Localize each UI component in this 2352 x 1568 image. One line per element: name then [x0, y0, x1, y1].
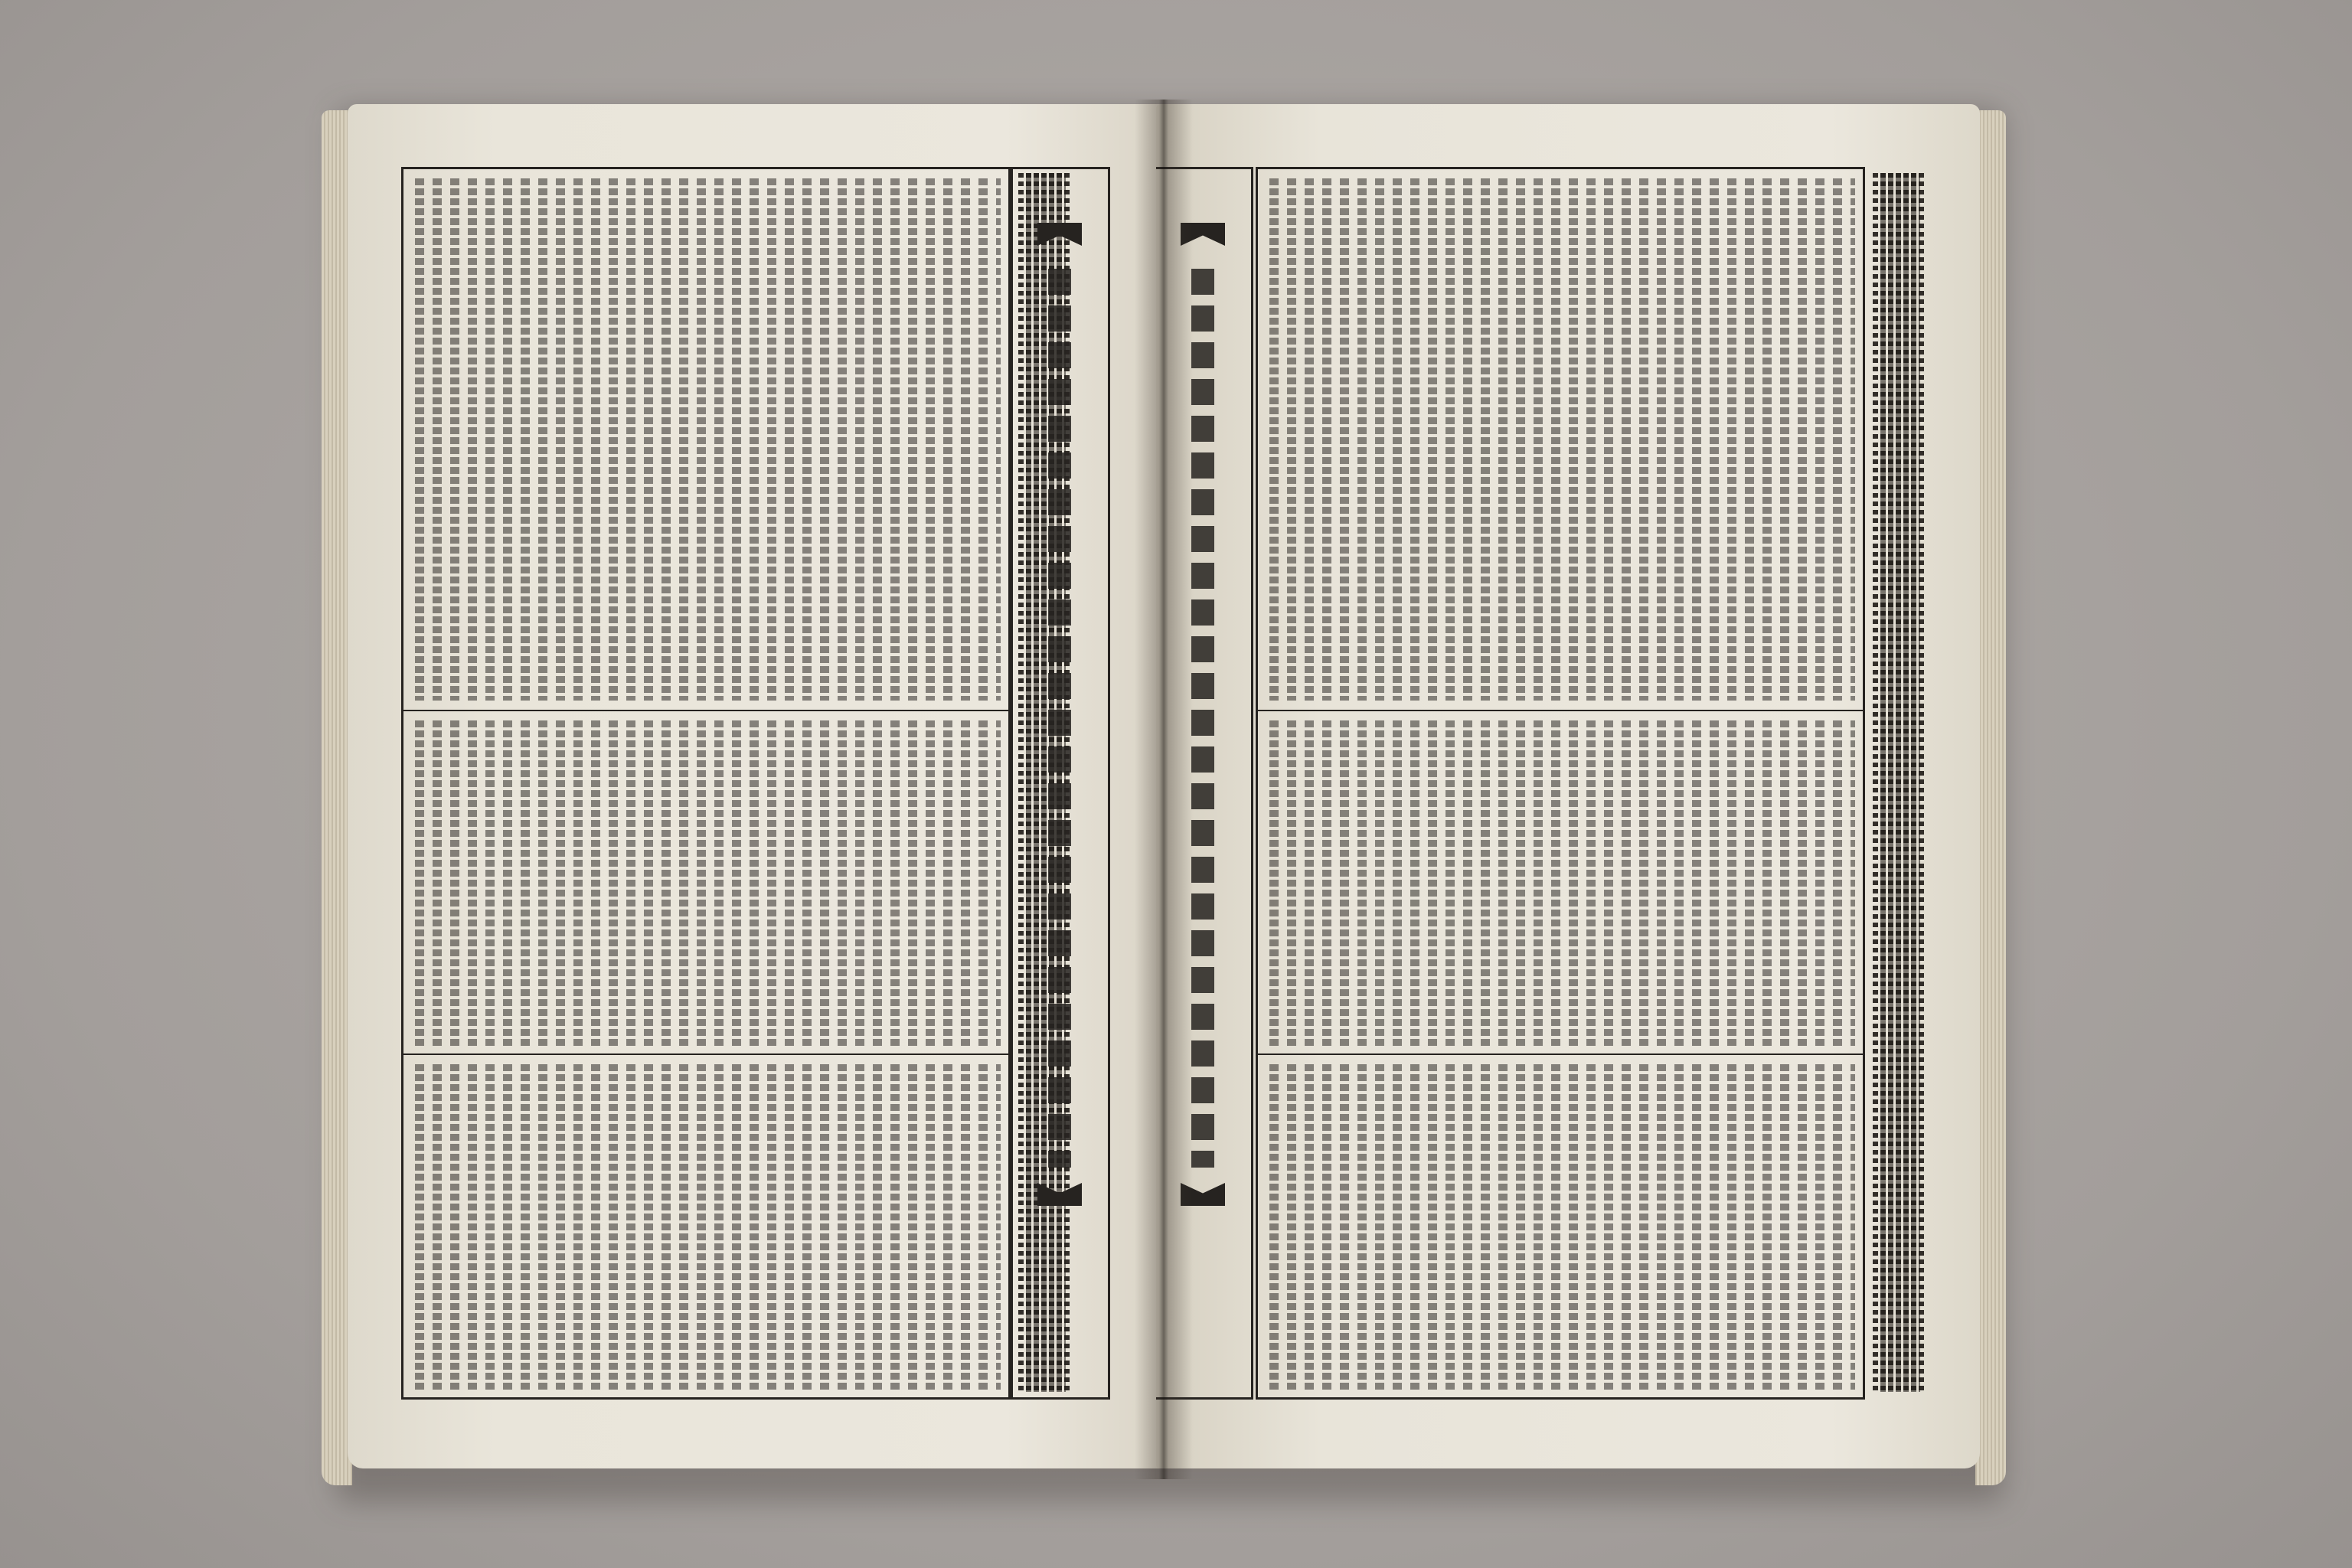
- text-column-marks: [411, 178, 1001, 701]
- left-centrefold-column: [1011, 167, 1110, 1400]
- left-text-frame: [401, 167, 1011, 1400]
- text-column-marks: [411, 720, 1001, 1046]
- left-lower-register: [403, 1054, 1008, 1399]
- right-page: [1156, 104, 1980, 1468]
- book-gutter-shadow: [1135, 100, 1193, 1479]
- open-book: [322, 92, 2006, 1485]
- right-page-edges: [1975, 110, 2006, 1485]
- text-column-marks: [1266, 1064, 1855, 1390]
- text-column-marks: [411, 1064, 1001, 1390]
- text-column-marks: [1266, 720, 1855, 1046]
- right-upper-register: [1258, 169, 1863, 710]
- left-page: [348, 104, 1171, 1468]
- right-text-frame: [1256, 167, 1865, 1400]
- fold-text-marks: [1048, 269, 1071, 1168]
- left-middle-register: [403, 710, 1008, 1055]
- right-lower-register: [1258, 1054, 1863, 1399]
- fishtail-mark: [1037, 223, 1082, 246]
- left-upper-register: [403, 169, 1008, 710]
- fold-text-marks: [1191, 269, 1214, 1168]
- fore-edge-ornament: [1873, 173, 1926, 1392]
- right-middle-register: [1258, 710, 1863, 1055]
- fishtail-mark: [1037, 1183, 1082, 1206]
- text-column-marks: [1266, 178, 1855, 701]
